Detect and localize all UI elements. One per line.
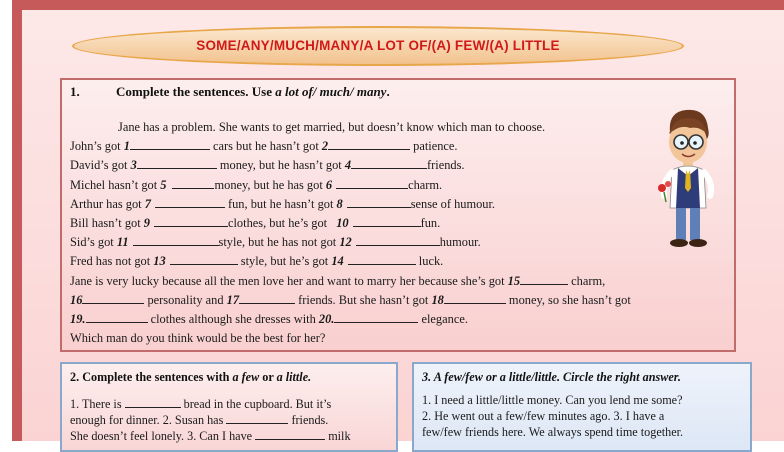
exercise-1-heading	[70, 84, 390, 100]
blank-number: 3	[130, 158, 137, 173]
blank-number: 16	[70, 292, 83, 307]
line-1	[70, 137, 720, 156]
question-line: Which man do you think would be the best for her?	[70, 331, 326, 346]
blank-8[interactable]	[347, 196, 411, 208]
text: milk	[325, 429, 351, 443]
text: money, so she hasn’t got	[505, 292, 631, 307]
line-7	[70, 252, 720, 271]
text: 1. There is	[70, 397, 125, 411]
text: style, but he has not got	[218, 235, 340, 250]
blank-number: 10	[336, 215, 349, 230]
text: money, but he has got	[214, 177, 326, 192]
line-8	[70, 272, 720, 291]
blank-9[interactable]	[154, 215, 228, 227]
ex2-line-3	[70, 428, 351, 444]
line-5	[70, 214, 720, 233]
line-2	[70, 156, 720, 175]
blank-15[interactable]	[520, 273, 568, 285]
intro-line: Jane has a problem. She wants to get married, but doesn’t know which man to choose.	[118, 120, 546, 134]
blank-6[interactable]	[336, 177, 408, 189]
blank-number: 15	[507, 273, 521, 288]
ex2-blank-1[interactable]	[125, 396, 181, 408]
exercise-2-text	[70, 396, 351, 444]
text: elegance.	[418, 311, 468, 326]
blank-number: 2	[321, 139, 329, 154]
blank-14[interactable]	[348, 253, 416, 265]
text: friends. But she hasn’t got	[295, 292, 432, 307]
blank-10[interactable]	[353, 215, 421, 227]
blank-number: 11	[116, 235, 129, 250]
text: Michel hasn’t got	[70, 177, 161, 192]
text: Arthur has got	[70, 196, 145, 211]
exercise-3-text	[422, 392, 683, 440]
text: clothes, but he’s got	[227, 215, 331, 230]
ex2-line-1	[70, 396, 351, 412]
text: John’s got	[70, 139, 124, 154]
text: money, but he hasn’t got	[216, 158, 345, 173]
text: friends.	[427, 158, 465, 173]
ex3-line-1: 1. I need a little/little money. Can you lend me some?	[422, 393, 683, 407]
blank-1[interactable]	[130, 138, 210, 150]
heading-text: or	[259, 370, 277, 384]
ex3-line-2: 2. He went out a few/few minutes ago. 3. I have a	[422, 409, 665, 423]
blank-20[interactable]	[334, 311, 418, 323]
nerd-boy-cartoon-icon	[650, 104, 726, 254]
blank-7[interactable]	[155, 196, 225, 208]
blank-number: 12	[339, 235, 352, 250]
blank-number: 7	[144, 196, 151, 211]
blank-number: 17	[226, 292, 240, 307]
text: sense of humour.	[410, 196, 496, 211]
text: David’s got	[70, 158, 131, 173]
text: luck.	[415, 254, 444, 269]
exercise-3-heading: 3. A few/few or a little/little. Circle the right answer.	[422, 370, 681, 384]
blank-number: 9	[143, 215, 150, 230]
blank-16[interactable]	[82, 292, 144, 304]
blank-number: 4	[344, 158, 352, 173]
blank-number: 1	[123, 139, 130, 154]
text: humour.	[439, 235, 481, 250]
blank-11[interactable]	[133, 234, 219, 246]
blank-5[interactable]	[172, 177, 214, 189]
text: Fred has not got	[70, 254, 154, 269]
heading-italic: a little.	[276, 370, 312, 384]
text: fun.	[420, 215, 441, 230]
line-3	[70, 176, 720, 195]
heading-end: .	[386, 84, 390, 99]
text: enough for dinner. 2. Susan has	[70, 413, 227, 427]
blank-12[interactable]	[356, 234, 440, 246]
text: clothes although she dresses with	[147, 311, 319, 326]
line-10	[70, 310, 720, 329]
blank-number: 6	[325, 177, 333, 192]
text: charm.	[408, 177, 443, 192]
line-6	[70, 233, 720, 252]
line-9	[70, 291, 720, 310]
blank-number: 13	[153, 254, 166, 269]
text: style, but he’s got	[237, 254, 332, 269]
blank-number: 5	[160, 177, 167, 192]
ex3-line-3: few/few friends here. We always spend time together.	[422, 425, 684, 439]
blank-18[interactable]	[444, 292, 506, 304]
blank-number: 18	[431, 292, 444, 307]
blank-3[interactable]	[137, 157, 217, 169]
heading-italic: a few	[232, 370, 260, 384]
heading-italic: a lot of/ much/ many	[275, 84, 387, 99]
ex2-blank-3[interactable]	[255, 428, 325, 440]
heading-text: Complete the sentences. Use	[116, 84, 276, 99]
blank-17[interactable]	[239, 292, 295, 304]
exercise-2-heading	[70, 370, 311, 385]
blank-2[interactable]	[328, 138, 410, 150]
text: bread in the cupboard. But it’s	[180, 397, 332, 411]
text: charm,	[568, 273, 606, 288]
blank-number: 8	[336, 196, 343, 211]
line-4	[70, 195, 720, 214]
text: Jane is very lucky because all the men love her and want to marry her because she’s got	[70, 273, 508, 288]
text: personality and	[144, 292, 227, 307]
text: fun, but he hasn’t got	[224, 196, 337, 211]
text: cars but he hasn’t got	[209, 139, 322, 154]
blank-number: 14	[331, 254, 344, 269]
text: Bill hasn’t got	[70, 215, 144, 230]
blank-number: 20.	[318, 311, 335, 326]
exercise-1-lines	[70, 118, 720, 348]
text: friends.	[288, 413, 329, 427]
blank-19[interactable]	[86, 311, 148, 323]
blank-4[interactable]	[351, 157, 427, 169]
ex2-blank-2[interactable]	[226, 412, 288, 424]
page-title: SOME/ANY/MUCH/MANY/A LOT OF/(A) FEW/(A) LITTLE	[196, 38, 560, 53]
text: patience.	[410, 139, 458, 154]
ex2-line-2	[70, 412, 351, 428]
heading-text: 2. Complete the sentences with	[70, 370, 233, 384]
text: Sid’s got	[70, 235, 117, 250]
blank-13[interactable]	[170, 253, 238, 265]
text: She doesn’t feel lonely. 3. Can I have	[70, 429, 256, 443]
exercise-1-number: 1.	[70, 84, 80, 99]
blank-number: 19.	[70, 311, 86, 326]
